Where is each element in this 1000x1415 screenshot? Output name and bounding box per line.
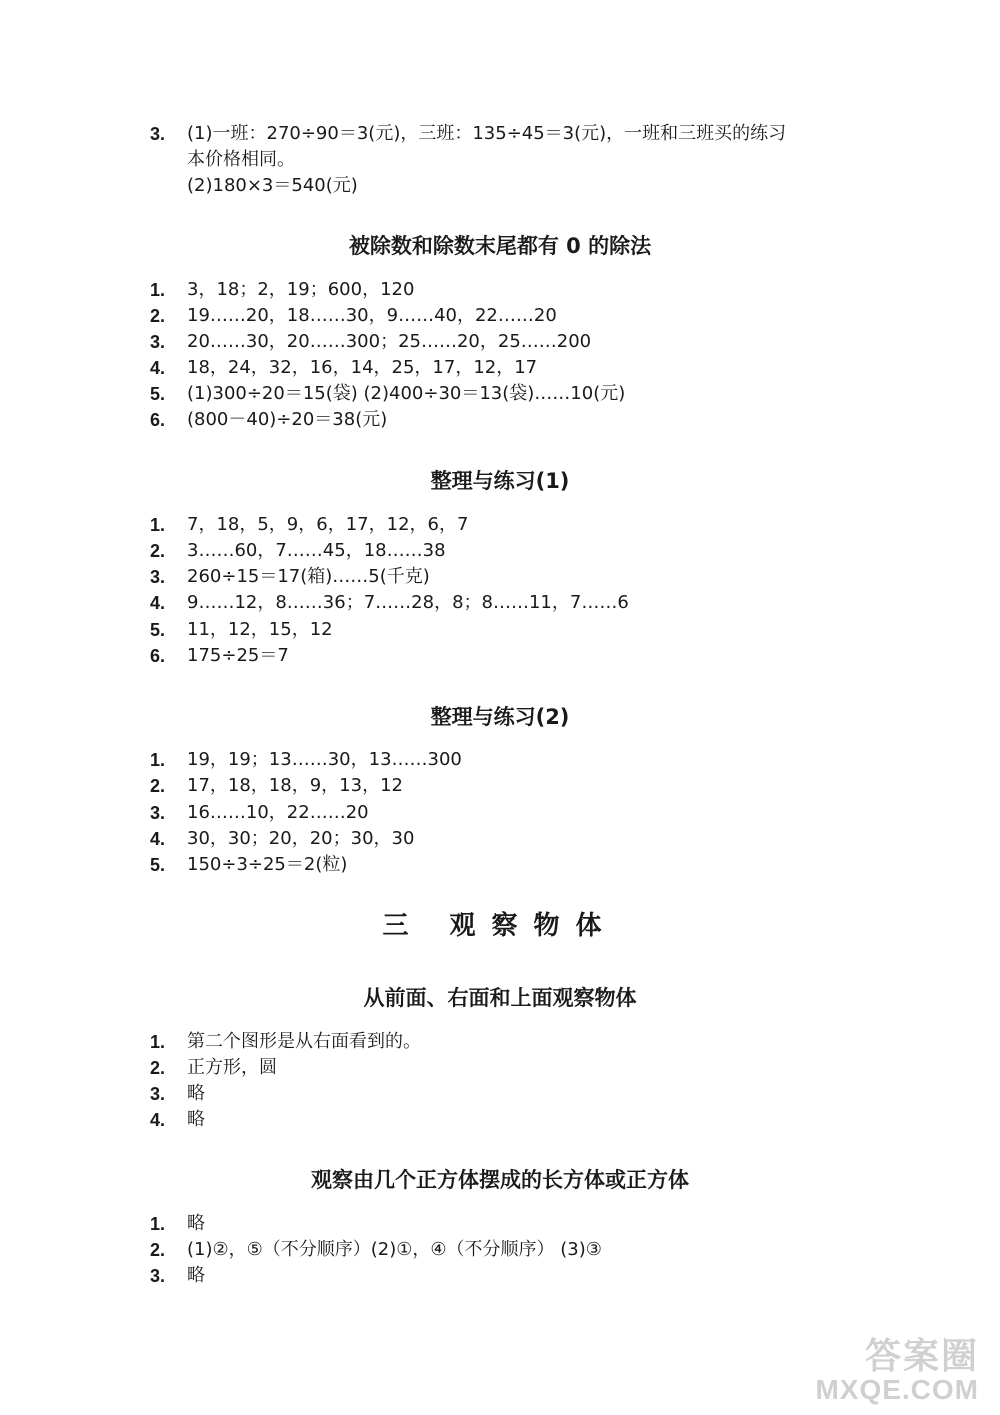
item-text: 19，19；13……30，13……300	[187, 749, 462, 770]
item-text: (1)②，⑤（不分顺序）(2)①，④（不分顺序） (3)③	[187, 1239, 602, 1260]
chapter-title: 三 观察物体	[382, 911, 618, 941]
item-text: 18，24，32，16，14，25，17，12，17	[187, 357, 538, 378]
item-text: 20……30，20……300；25……20，25……200	[187, 331, 592, 352]
item-number: 2.	[150, 1058, 166, 1078]
item-text: 略	[187, 1109, 205, 1130]
item-text: 略	[187, 1083, 205, 1104]
item-text: 260÷15＝17(箱)……5(千克)	[187, 566, 430, 587]
item-text: 3，18；2，19；600，120	[187, 279, 415, 300]
watermark	[770, 1328, 985, 1408]
item-number: 4.	[150, 1110, 166, 1130]
item-text: 略	[187, 1213, 205, 1234]
item-number: 3.	[150, 803, 166, 823]
item-text: 16……10，22……20	[187, 802, 369, 823]
item-number: 2.	[150, 541, 166, 561]
item-text: 19……20，18……30，9……40，22……20	[187, 305, 557, 326]
item-text-line-2: 本价格相同。	[187, 149, 295, 170]
item-number: 3.	[150, 1084, 166, 1104]
item-text: 175÷25＝7	[187, 645, 289, 666]
item-text: 正方形，圆	[187, 1057, 277, 1078]
item-number: 6.	[150, 410, 166, 430]
item-text: 150÷3÷25＝2(粒)	[187, 854, 348, 875]
item-text: 略	[187, 1265, 205, 1286]
section-title-observe-front-right-top: 从前面、右面和上面观察物体	[363, 986, 637, 1010]
item-text: 30，30；20，20；30，30	[187, 828, 415, 849]
item-text: (1)300÷20＝15(袋) (2)400÷30＝13(袋)……10(元)	[187, 383, 626, 404]
item-number: 3.	[150, 567, 166, 587]
item-text-line-1: (1)一班：270÷90＝3(元)，三班：135÷45＝3(元)，一班和三班买的练习	[187, 123, 787, 144]
item-number: 3.	[150, 1266, 166, 1286]
item-number: 5.	[150, 384, 166, 404]
item-text: 7，18，5，9，6，17，12，6，7	[187, 514, 469, 535]
section-title-review-2: 整理与练习(2)	[430, 705, 570, 729]
watermark-url: MXQE.COM	[815, 1374, 979, 1405]
item-text: 17，18，18，9，13，12	[187, 775, 403, 796]
item-number: 1.	[150, 750, 166, 770]
item-text: 9……12，8……36；7……28，8；8……11，7……6	[187, 592, 629, 613]
item-number: 5.	[150, 855, 166, 875]
item-text: 11，12，15，12	[187, 619, 333, 640]
item-number: 3.	[150, 332, 166, 352]
item-number: 2.	[150, 776, 166, 796]
item-text: (800－40)÷20＝38(元)	[187, 409, 388, 430]
item-text-line-3: (2)180×3＝540(元)	[187, 175, 358, 196]
item-number: 2.	[150, 306, 166, 326]
item-text: 3……60，7……45，18……38	[187, 540, 446, 561]
item-number: 3.	[150, 124, 166, 144]
watermark-logo: 答案圈	[864, 1336, 979, 1377]
item-number: 1.	[150, 515, 166, 535]
item-number: 6.	[150, 646, 166, 666]
item-number: 4.	[150, 593, 166, 613]
item-number: 4.	[150, 358, 166, 378]
item-number: 5.	[150, 620, 166, 640]
section-title-division-trailing-zeros: 被除数和除数末尾都有 0 的除法	[348, 234, 652, 258]
item-number: 4.	[150, 829, 166, 849]
item-number: 1.	[150, 1032, 166, 1052]
section-title-review-1: 整理与练习(1)	[430, 469, 570, 493]
item-number: 1.	[150, 280, 166, 300]
item-text: 第二个图形是从右面看到的。	[187, 1031, 421, 1052]
item-number: 1.	[150, 1214, 166, 1234]
section-title-observe-cubes: 观察由几个正方体摆成的长方体或正方体	[311, 1168, 689, 1192]
item-number: 2.	[150, 1240, 166, 1260]
